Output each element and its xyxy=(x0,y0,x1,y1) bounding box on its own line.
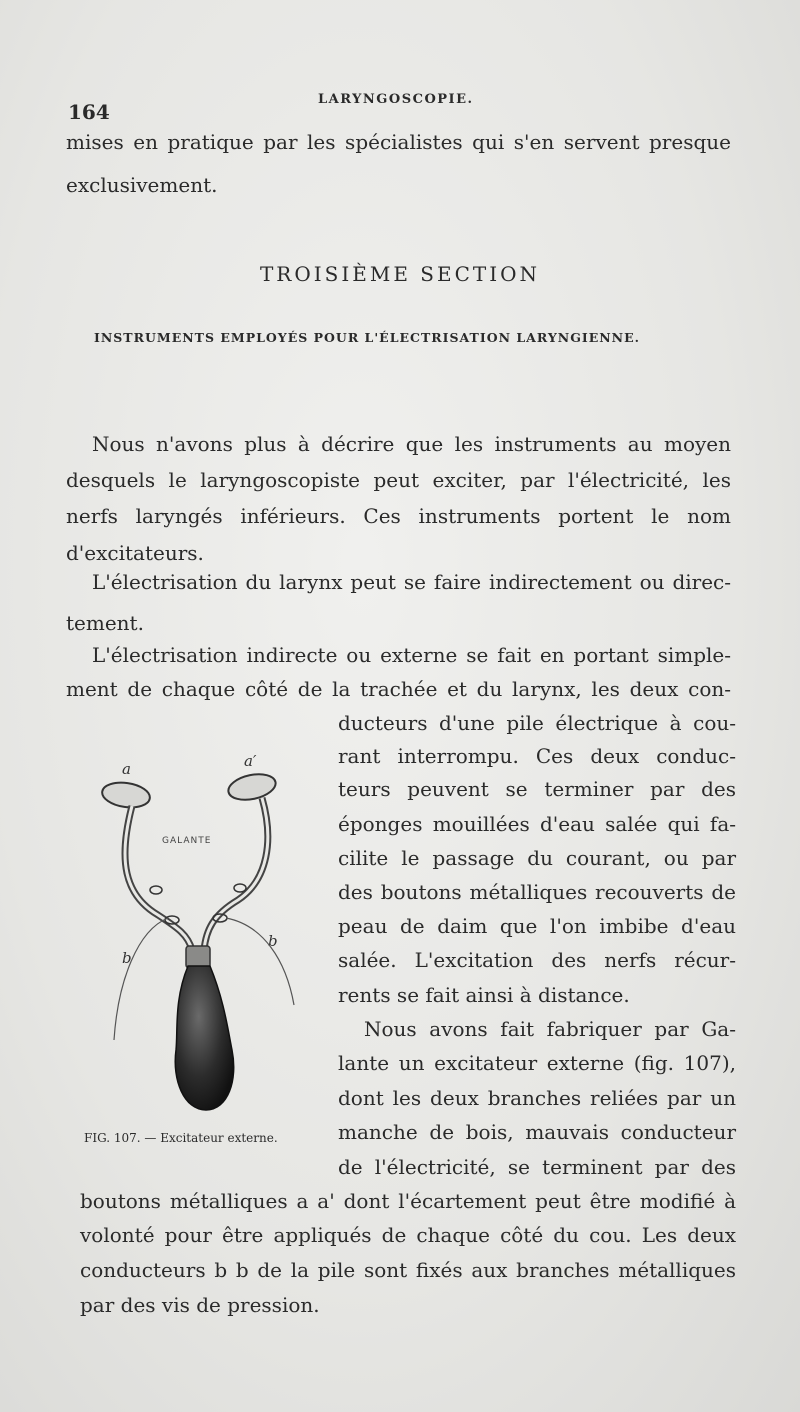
body-line: ducteurs d'une pile électrique à cou- xyxy=(338,711,736,735)
figure-excitateur xyxy=(88,750,328,1140)
body-line: Nous n'avons plus à décrire que les instruments au moyen xyxy=(92,432,731,456)
body-line: dont les deux branches reliées par un xyxy=(338,1086,736,1110)
body-line: L'électrisation du larynx peut se faire indirectement ou direc- xyxy=(92,570,731,594)
label-b-left: b xyxy=(122,949,132,967)
label-a-prime: a′ xyxy=(244,752,257,770)
body-line: peau de daim que l'on imbibe d'eau xyxy=(338,914,736,938)
body-line: lante un excitateur externe (fig. 107), xyxy=(338,1051,736,1075)
body-line: cilite le passage du courant, ou par xyxy=(338,846,736,870)
label-a: a xyxy=(122,760,131,778)
body-line: mises en pratique par les spécialistes qui s'en servent presque xyxy=(66,130,731,154)
body-line: boutons métalliques a a' dont l'écartement peut être modifié à xyxy=(80,1189,736,1213)
body-line: Nous avons fait fabriquer par Ga- xyxy=(364,1017,736,1041)
body-line: par des vis de pression. xyxy=(80,1293,320,1317)
label-b-right: b xyxy=(268,932,278,950)
body-line: teurs peuvent se terminer par des xyxy=(338,777,736,801)
body-line: L'électrisation indirecte ou externe se fait en portant simple- xyxy=(92,643,731,667)
body-line: volonté pour être appliqués de chaque côté du cou. Les deux xyxy=(80,1223,736,1247)
body-line: tement. xyxy=(66,611,144,635)
running-head: LARYNGOSCOPIE. xyxy=(318,92,474,107)
body-line: exclusivement. xyxy=(66,173,218,197)
body-line: ment de chaque côté de la trachée et du larynx, les deux con- xyxy=(66,677,731,701)
body-line: rant interrompu. Ces deux conduc- xyxy=(338,744,736,768)
section-subheading: INSTRUMENTS EMPLOYÉS POUR L'ÉLECTRISATION LARYNGIENNE. xyxy=(94,330,640,345)
body-line: manche de bois, mauvais conducteur xyxy=(338,1120,736,1144)
body-line: d'excitateurs. xyxy=(66,541,204,565)
body-line: rents se fait ainsi à distance. xyxy=(338,983,630,1007)
section-heading: TROISIÈME SECTION xyxy=(259,262,541,286)
body-line: éponges mouillées d'eau salée qui fa- xyxy=(338,812,736,836)
excitateur-illustration xyxy=(88,750,328,1140)
maker-mark: GALANTE xyxy=(162,836,212,846)
body-line: de l'électricité, se terminent par des xyxy=(338,1155,736,1179)
body-line: desquels le laryngoscopiste peut exciter, par l'électricité, les xyxy=(66,468,731,492)
body-line: salée. L'excitation des nerfs récur- xyxy=(338,948,736,972)
body-line: conducteurs b b de la pile sont fixés aux branches métalliques xyxy=(80,1258,736,1282)
figure-caption: FIG. 107. — Excitateur externe. xyxy=(84,1131,278,1145)
body-line: des boutons métalliques recouverts de xyxy=(338,880,736,904)
body-line: nerfs laryngés inférieurs. Ces instruments portent le nom xyxy=(66,504,731,528)
page-number: 164 xyxy=(68,100,110,124)
